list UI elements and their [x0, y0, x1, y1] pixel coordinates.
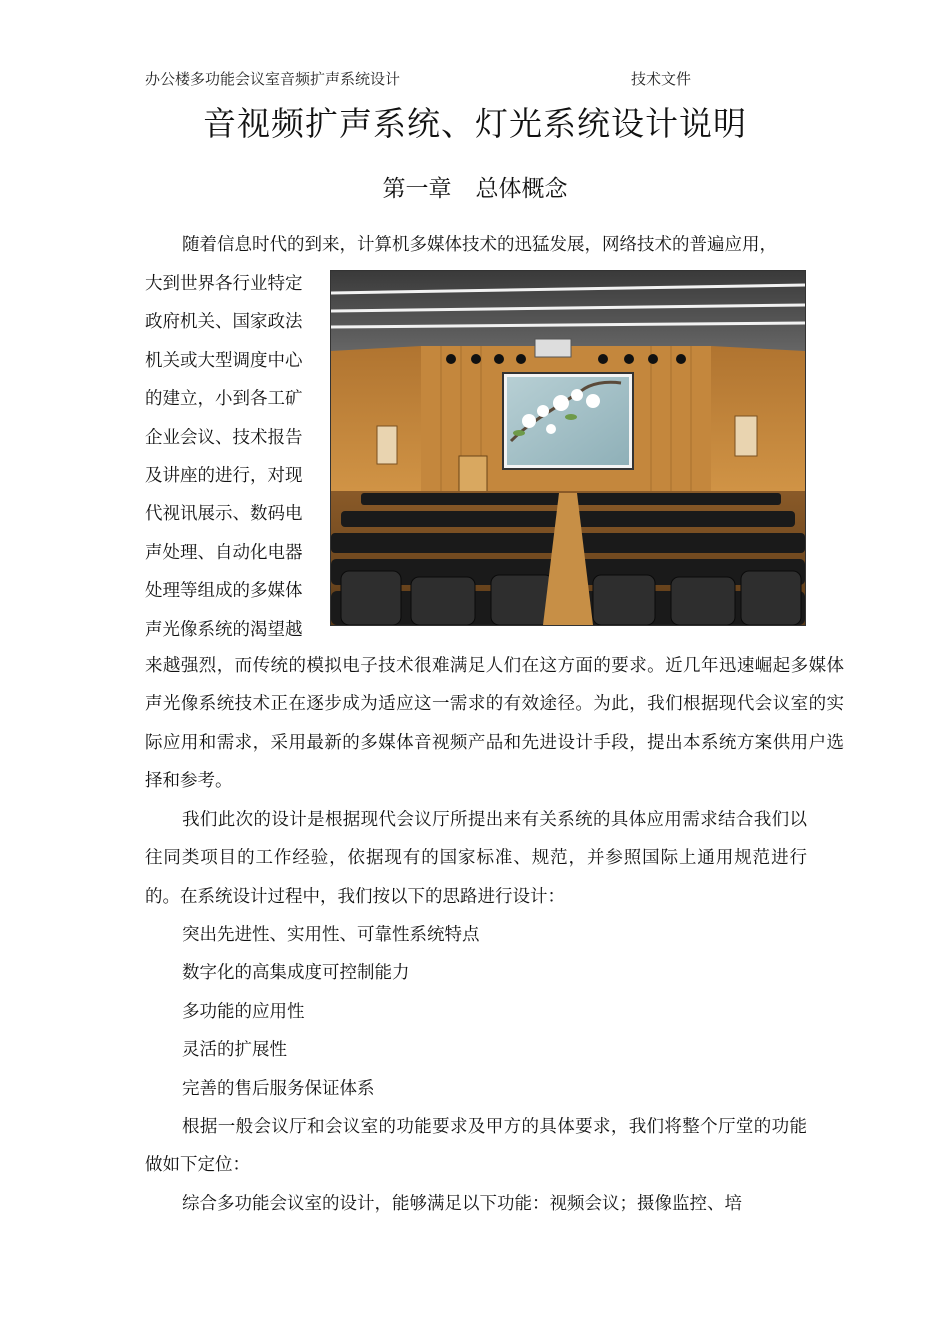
- intro-paragraph-continued: [145, 647, 844, 801]
- wrap-line: 大到世界各行业特定: [145, 274, 303, 294]
- wrap-line: 的建立，小到各工矿: [145, 389, 303, 410]
- chapter-name: 总体概念: [475, 176, 568, 202]
- chapter-heading: [0, 170, 950, 203]
- header-document-title: 办公楼多功能会议室音频扩声系统设计: [145, 70, 401, 88]
- auditorium-photo: [330, 270, 806, 626]
- principle-item: 突出先进性、实用性、可靠性系统特点: [182, 925, 480, 945]
- wrap-line: 声光像系统的渴望越: [145, 619, 303, 640]
- wrap-line: 及讲座的进行，对现: [145, 465, 303, 486]
- header-document-type: 技术文件: [631, 70, 692, 88]
- intro-rest-text: 来越强烈，而传统的模拟电子技术很难满足人们在这方面的要求。近几年迅速崛起多媒体声光像系统技术正在逐步成为适应这一需求的有效途径。为此，我们根据现代会议室的实际应用和需求，采用最新的多媒体音视频产品和先进设计手段，提出本系统方案供用户选择和参考。: [145, 656, 844, 792]
- design-basis-paragraph: 我们此次的设计是根据现代会议厅所提出来有关系统的具体应用需求结合我们以往同类项目的工作经验，依据现有的国家标准、规范，并参照国际上通用规范进行的。在系统设计过程中，我们按以下的思路进行设计：: [145, 810, 807, 907]
- wrap-line: 声处理、自动化电器: [145, 542, 303, 563]
- principle-item: 灵活的扩展性: [182, 1040, 287, 1060]
- wrap-line: 处理等组成的多媒体: [145, 581, 303, 602]
- chapter-number: 第一章: [382, 176, 452, 202]
- intro-paragraph-first-line: 随着信息时代的到来，计算机多媒体技术的迅猛发展，网络技术的普遍应用，: [182, 235, 777, 255]
- wrap-line: 代视讯展示、数码电: [145, 504, 303, 525]
- principle-item: 完善的售后服务保证体系: [182, 1079, 375, 1099]
- positioning-paragraph: 根据一般会议厅和会议室的功能要求及甲方的具体要求，我们将整个厅堂的功能做如下定位：: [145, 1117, 807, 1176]
- page-title: 音视频扩声系统、灯光系统设计说明: [203, 104, 747, 143]
- intro-wrapped-column: [145, 265, 323, 649]
- wrap-line: 机关或大型调度中心: [145, 350, 303, 371]
- principle-item: 多功能的应用性: [182, 1002, 305, 1022]
- page-header: [145, 68, 805, 90]
- wrap-line: 企业会议、技术报告: [145, 427, 303, 448]
- principle-item: 数字化的高集成度可控制能力: [182, 963, 410, 983]
- functions-paragraph: 综合多功能会议室的设计，能够满足以下功能：视频会议；摄像监控、培: [182, 1194, 742, 1214]
- wrap-line: 政府机关、国家政法: [145, 312, 303, 333]
